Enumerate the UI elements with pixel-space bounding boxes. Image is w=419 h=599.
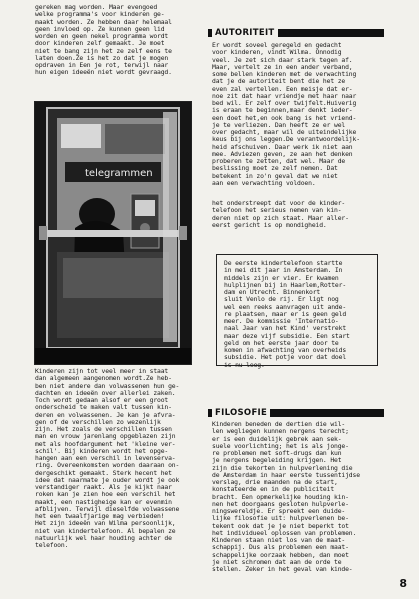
filosofie-body: Kinderen beneden de dertien die wil- len wegliegen kunnen nergens terecht; er is een duidelijk gebrek aan sek- suele voorlichting; het is als jonge- re problemen met soft-drugs dan kun je nergens begeleiding krijgen. Het zijn die tekorten in hulpverlening die de Amsterdam in haar eerste tussentijdse verslag, drie maanden na de start, konstateerde en in de publiciteit bracht. Een opmerkelijke houding kin- nen het doorgaans gesloten hulpverle- ningswereldje. Er spreekt een duide- lijke filosofie uit: hulpverlenen be- tekent ook dat je je niet beperkt tot het individueel oplossen van problemen. Kinderen staan niet los van de maat- schappij. Dus als problemen een maat- schappelijke oorzaak hebben, dan moet je niet schromen dat aan de orde te stellen. Zeker in het geval van kinde- [212, 420, 360, 573]
left-column-bottom-text: Kinderen zijn tot veel meer in staat dan algemeen aangenomen wordt.Ze heb- ben niet andere dan volwassenen hun ge- dachten en ideeën over allerlei zaken. Toch wordt gedaan alsof er een groot onderscheid te maken valt tussen kin- deren en volwassenen. Je kan je afvra- gen of de verschillen zo wezenlijk zijn. Het zoals de verschillen tussen man en vrouw jarenlang opgeblazen zijn met als hoofdargument het 'kleine ver- schil'. Bij kinderen wordt het opge- hangen aan een verschil in levenserva- ring. Overeenkomsten worden daaraan on- dergeschikt gemaakt. Sterk hecent het idee dat naarmate je ouder wordt je ook verstandiger raakt. Als je kijkt naar roken kan je zien hoe een verschil het maakt, een nastigheige kan er evenmin afblijven. Terwijl dieselfde volwassene het een twaalfjarige mag verbieden! Het zijn ideeën van Wilma persoonlijk, niet van kindertelefoon. Al bepalen ze natuurlijk wel haar houding achter de telefoon. [35, 367, 180, 549]
autoriteit-heading: AUTORITEIT [212, 28, 278, 38]
autoriteit-body: Er wordt soveel geregeld en gedacht voor kinderen, vindt Wilma. Onnodig veel. Je zet sich daar stark tegen af. Maar, vertelt ze in een ander verband, some bellen kinderen met de verwachting dat je de autoriteit bent die het ze even zal vertellen. Een meisje dat er- noe zit dat haar vriendje met haar naar bed wil. Er zelf over twijfelt.Huiverig is eraan te beginnen,maar denkt ieder- een doet het,en ook bang is het vriend- je te verliezen. Dan heeft ze er wel over gedacht, maar wil de uiteindelijke keus bij ons leggen.De verantwoordelijk- heid afschuiven. Daar werk ik niet aan mee. Adviezen geven, ze aan het denken proberen te zetten, dat wel. Maar de beslissing moet ze zelf nemen. Dat betekent in zo'n geval dat we niet aan een verwachting voldoen. [212, 41, 360, 187]
telegram-sign-text: telegrammen [85, 168, 153, 179]
autoriteit-after-text: het onderstreept dat voor de kinder- telefoon het serieus nemen van kin- deren niet op zich staat. Maar aller- eerst gericht is op mondigheid. [212, 199, 349, 229]
phone-booth-photo [34, 101, 192, 365]
left-column-top-text: gereken mag worden. Maar evengoed welke programma's voor kinderen ge- maakt worden. Ze hebben daar helemaal geen invloed op. Ze kunnen geen lid worden en geen nekel programma wordt door kinderen zelf gemaakt. Je moet niet te bang zijn het ze zelf eens te laten doen.Ze is het zo dat je mogen opdraven in Een je rot, terwijl naar hun eigen ideeën niet wordt gevraagd. [35, 3, 172, 77]
info-box-text: De eerste kindertelefoon startte in mei dit jaar in Amsterdam. In middels zijn er vier. Er kwamen hulplijnen bij in Haarlem,Rotter- dam en Utrecht. Binnenkort sluit Venlo de rij. Er ligt nog wel een reeks aanvragen uit ande- re plaatsen, maar er is geen geld meer. De kommissie 'Internatio- naal Jaar van het Kind' verstrekt maar deze vijf subsidie. Een start geld om het eerste jaar door te komen in afwachting van overheids subsidie. Het potje voor dat doel is nu leeg. [224, 259, 350, 369]
page-number: 8 [399, 577, 407, 590]
phone-booth-illustration [35, 102, 191, 364]
info-box [216, 254, 378, 369]
filosofie-heading: FILOSOFIE [212, 408, 270, 418]
